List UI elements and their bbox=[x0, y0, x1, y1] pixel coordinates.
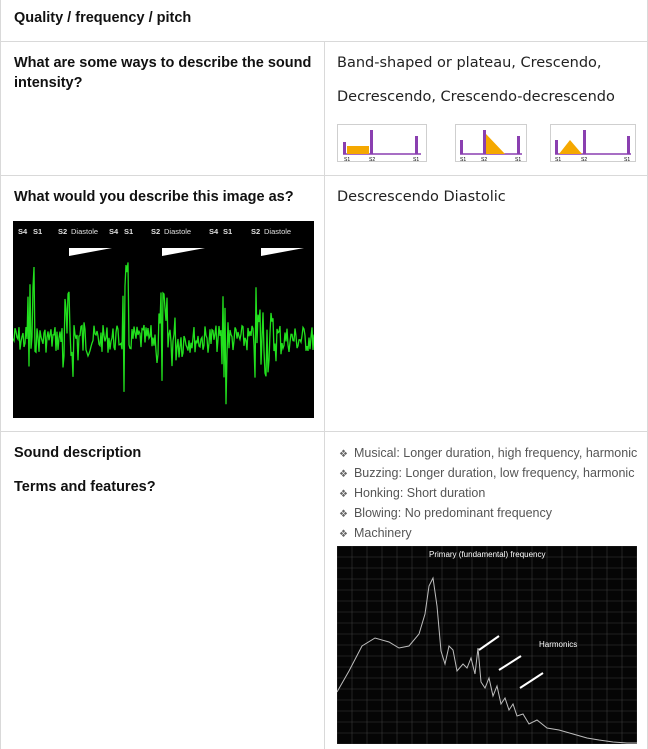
diagram-label: S1 bbox=[624, 157, 631, 162]
waveform-label: S1 bbox=[223, 227, 233, 236]
question-text: What are some ways to describe the sound intensity? bbox=[14, 55, 312, 91]
spectrum-title: Primary (fundamental) frequency bbox=[429, 550, 546, 559]
harmonics-label: Harmonics bbox=[539, 640, 578, 649]
waveform-label: S1 bbox=[33, 227, 43, 236]
waveform-label: S2 bbox=[251, 227, 261, 236]
answer-line-2: Decrescendo, Crescendo-decrescendo bbox=[337, 89, 615, 105]
question-cell bbox=[1, 176, 325, 431]
question-text: What would you describe this image as? bbox=[14, 189, 294, 205]
diagram-label: S1 bbox=[515, 157, 522, 162]
waveform-label: S4 bbox=[18, 227, 28, 236]
table-title: Quality / frequency / pitch bbox=[14, 10, 192, 26]
waveform-label: Diastole bbox=[264, 227, 292, 236]
diagram-label: S2 bbox=[481, 157, 488, 162]
question-line-2: Terms and features? bbox=[14, 479, 156, 495]
waveform-label: Diastole bbox=[71, 227, 99, 236]
waveform-label: S2 bbox=[151, 227, 161, 236]
waveform-label: S4 bbox=[209, 227, 219, 236]
header-row bbox=[1, 0, 648, 41]
diagram-label: S1 bbox=[555, 157, 562, 162]
answer-cell bbox=[325, 176, 648, 431]
waveform-label: S4 bbox=[109, 227, 119, 236]
crescendo-decrescendo-diagram bbox=[550, 124, 636, 162]
answer-cell bbox=[325, 432, 648, 749]
diagram-label: S2 bbox=[581, 157, 588, 162]
row-sound-description bbox=[1, 431, 648, 749]
question-line-1: Sound description bbox=[14, 445, 142, 461]
feature-item: ❖ Honking: Short duration bbox=[339, 484, 637, 504]
waveform-label: Diastole bbox=[164, 227, 192, 236]
frequency-spectrum-image bbox=[337, 546, 637, 744]
phonocardiogram-image bbox=[13, 221, 314, 418]
waveform-label: S2 bbox=[58, 227, 68, 236]
answer-cell bbox=[325, 42, 648, 175]
answer-text: Descrescendo Diastolic bbox=[337, 189, 506, 205]
diagram-label: S1 bbox=[344, 157, 351, 162]
diagram-label: S1 bbox=[413, 157, 420, 162]
decrescendo-diagram bbox=[455, 124, 527, 162]
question-cell bbox=[1, 42, 325, 175]
feature-item: ❖ Buzzing: Longer duration, low frequency, harmonic bbox=[339, 464, 637, 484]
feature-list bbox=[339, 444, 637, 544]
feature-item: ❖ Blowing: No predominant frequency bbox=[339, 504, 637, 524]
diagram-label: S1 bbox=[460, 157, 467, 162]
question-cell bbox=[1, 432, 325, 749]
feature-item: ❖ Musical: Longer duration, high frequency, harmonic bbox=[339, 444, 637, 464]
answer-line-1: Band-shaped or plateau, Crescendo, bbox=[337, 55, 602, 71]
row-sound-intensity bbox=[1, 41, 648, 175]
row-waveform bbox=[1, 175, 648, 431]
waveform-label: S1 bbox=[124, 227, 134, 236]
diagram-label: S2 bbox=[369, 157, 376, 162]
feature-item: ❖ Machinery bbox=[339, 524, 637, 544]
plateau-diagram bbox=[337, 124, 427, 162]
